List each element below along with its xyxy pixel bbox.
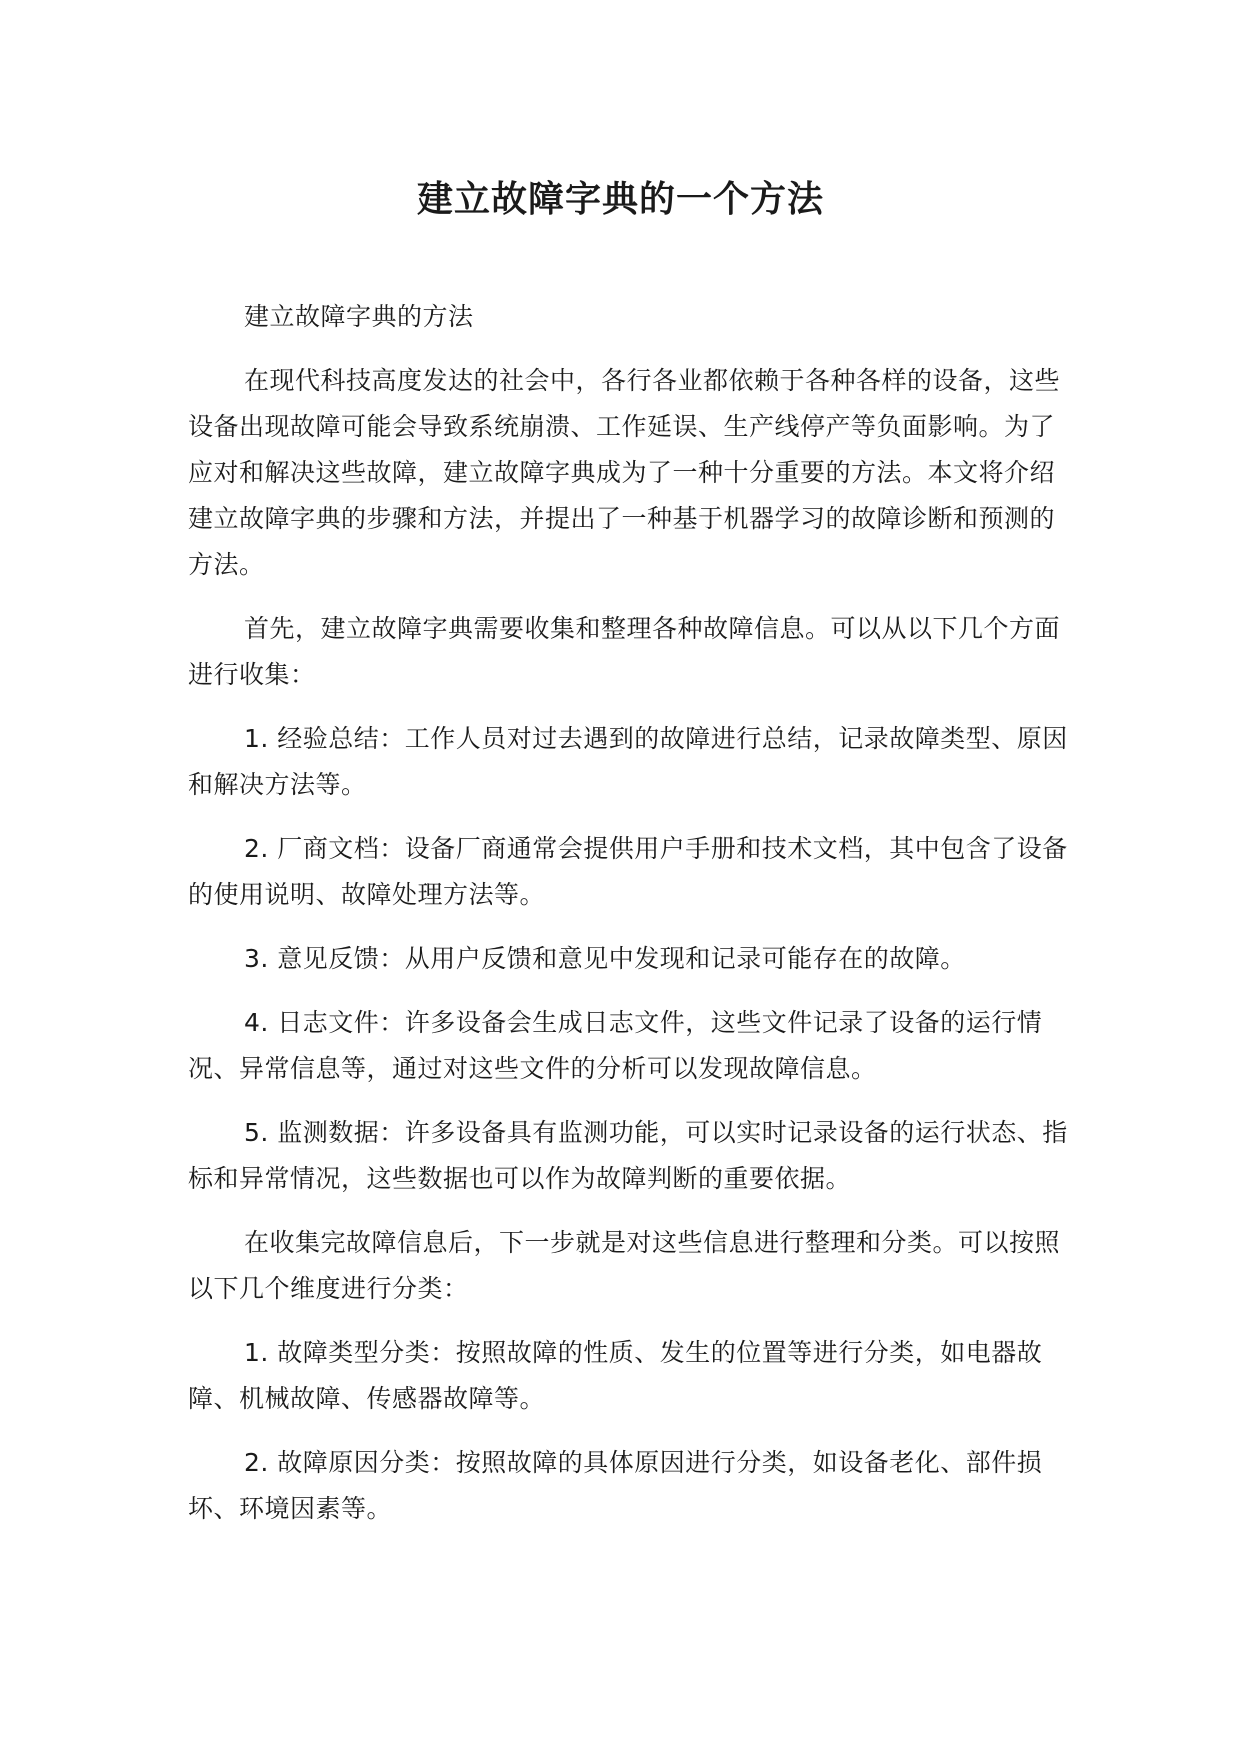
list-item-vendor-docs: 2. 厂商文档：设备厂商通常会提供用户手册和技术文档，其中包含了设备的使用说明、故障处理方法等。 xyxy=(188,834,1068,909)
list-item-fault-cause: 2. 故障原因分类：按照故障的具体原因进行分类，如设备老化、部件损坏、环境因素等。 xyxy=(188,1448,1043,1523)
paragraph-intro: 在现代科技高度发达的社会中，各行各业都依赖于各种各样的设备，这些设备出现故障可能会导致系统崩溃、工作延误、生产线停产等负面影响。为了应对和解决这些故障，建立故障字典成为了一种十分重要的方法。本文将介绍建立故障字典的步骤和方法，并提出了一种基于机器学习的故障诊断和预测的方法。 xyxy=(188,366,1061,579)
list-item-experience: 1. 经验总结：工作人员对过去遇到的故障进行总结，记录故障类型、原因和解决方法等。 xyxy=(188,724,1068,799)
paragraph-subtitle: 建立故障字典的方法 xyxy=(244,302,474,331)
list-item-log-files: 4. 日志文件：许多设备会生成日志文件，这些文件记录了设备的运行情况、异常信息等，通过对这些文件的分析可以发现故障信息。 xyxy=(188,1008,1043,1083)
paragraph-collection: 首先，建立故障字典需要收集和整理各种故障信息。可以从以下几个方面进行收集： xyxy=(188,614,1061,689)
document-body xyxy=(188,294,1068,1550)
list-item-fault-type: 1. 故障类型分类：按照故障的性质、发生的位置等进行分类，如电器故障、机械故障、传感器故障等。 xyxy=(188,1338,1043,1413)
list-item-monitoring-data: 5. 监测数据：许多设备具有监测功能，可以实时记录设备的运行状态、指标和异常情况，这些数据也可以作为故障判断的重要依据。 xyxy=(188,1118,1068,1193)
paragraph-classification: 在收集完故障信息后，下一步就是对这些信息进行整理和分类。可以按照以下几个维度进行分类： xyxy=(188,1228,1061,1303)
document-title: 建立故障字典的一个方法 xyxy=(416,179,824,220)
list-item-feedback: 3. 意见反馈：从用户反馈和意见中发现和记录可能存在的故障。 xyxy=(244,944,966,973)
